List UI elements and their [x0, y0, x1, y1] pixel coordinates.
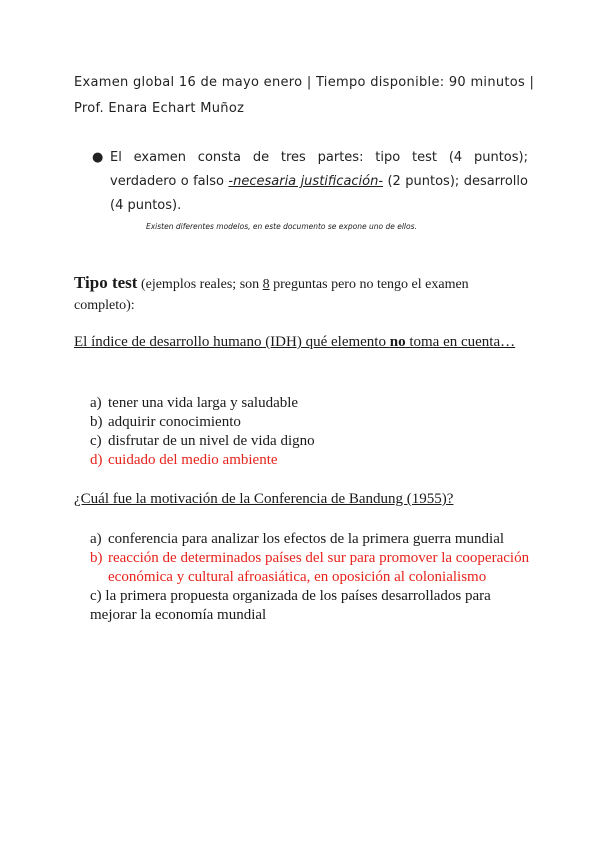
option-c	[90, 587, 530, 625]
bullet-text	[110, 146, 528, 218]
bullet-justification: -necesaria justificación-	[228, 174, 384, 189]
option-text: adquirir conocimiento	[108, 414, 241, 430]
tipo-test-intro	[74, 272, 524, 316]
option-letter: c)	[90, 433, 102, 449]
option-text: disfrutar de un nivel de vida digno	[108, 433, 315, 449]
option-c	[90, 432, 530, 451]
bullet-dot-icon: ●	[92, 150, 104, 165]
question-1-bold: no	[389, 334, 406, 350]
option-text: cuidado del medio ambiente	[108, 452, 278, 468]
option-b	[90, 413, 530, 432]
tipo-test-title: Tipo test	[74, 273, 138, 292]
header-line-1: Examen global 16 de mayo enero | Tiempo disponible: 90 minutos |	[74, 75, 535, 90]
option-letter: a)	[90, 531, 102, 547]
option-letter: b)	[90, 414, 103, 430]
option-letter: a)	[90, 395, 102, 411]
option-text: conferencia para analizar los efectos de la primera guerra mundial	[108, 531, 505, 547]
tipo-test-text-a: (ejemplos reales; son	[137, 277, 263, 292]
option-text: reacción de determinados países del sur para promover la cooperación económica y cultural afroasiática, en oposición al colonialismo	[108, 550, 530, 585]
question-2: ¿Cuál fue la motivación de la Conferencia de Bandung (1955)?	[74, 491, 454, 507]
option-d-correct	[90, 451, 530, 470]
question-1-options	[90, 394, 530, 470]
bullet-text-b: (2 puntos); desarrollo (4 puntos).	[110, 174, 528, 213]
option-letter: c)	[90, 588, 102, 604]
question-2-options	[90, 530, 530, 625]
bullet-text-a: El examen consta de tres partes: tipo test (4 puntos); verdadero o falso	[110, 150, 528, 189]
question-count: 8	[262, 277, 270, 292]
question-1-text-a: El índice de desarrollo humano (IDH) qué elemento	[74, 334, 390, 350]
option-a	[90, 394, 530, 413]
option-b-correct	[90, 549, 530, 587]
models-note: Existen diferentes modelos, en este documento se expone uno de ellos.	[146, 222, 417, 231]
option-letter: d)	[90, 452, 103, 468]
exam-structure-bullet	[92, 146, 528, 218]
option-a	[90, 530, 530, 549]
header-line-2: Prof. Enara Echart Muñoz	[74, 101, 245, 116]
question-1-text-b: toma en cuenta…	[405, 334, 516, 350]
option-letter: b)	[90, 550, 103, 566]
tipo-test-text-b: preguntas pero no tengo el examen completo):	[74, 277, 469, 313]
option-text: tener una vida larga y saludable	[108, 395, 299, 411]
exam-header	[74, 70, 544, 122]
option-text: la primera propuesta organizada de los países desarrollados para mejorar la economía mundial	[90, 588, 491, 623]
question-1	[74, 332, 524, 353]
